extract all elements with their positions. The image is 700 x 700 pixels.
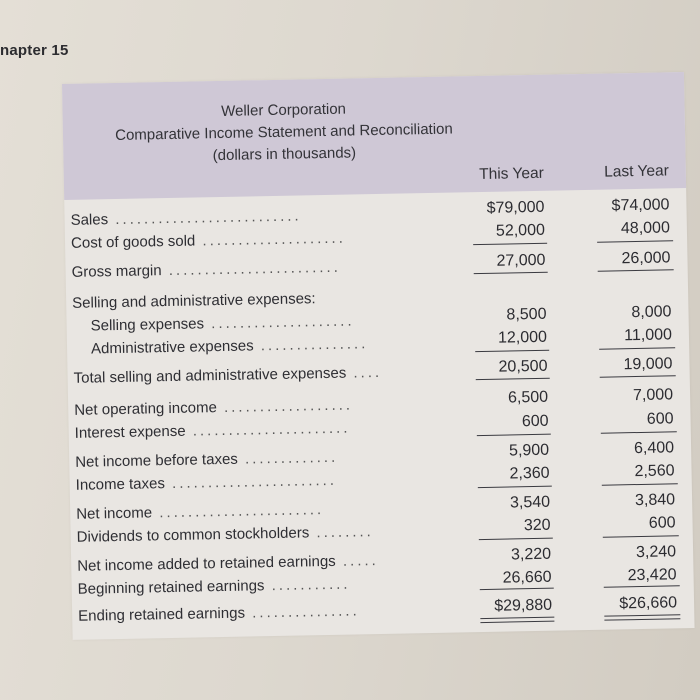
net-income-this-year: 3,540	[509, 493, 551, 512]
nibt-this-year: 5,900	[508, 441, 550, 460]
row-label-sales: Sales ..........................	[70, 207, 302, 229]
underline	[476, 378, 550, 380]
dividends-last-year: 600	[648, 514, 676, 532]
row-label-interest: Interest expense ......................	[74, 419, 351, 442]
total-sga-last-year: 19,000	[623, 355, 673, 374]
cogs-last-year: 48,000	[620, 219, 671, 238]
row-label-noi: Net operating income ..................	[74, 396, 354, 419]
ending-re-last-year: $26,660	[619, 594, 678, 613]
underline	[478, 486, 552, 488]
row-label-ni-added: Net income added to retained earnings .....	[77, 552, 379, 575]
beginning-re-this-year: 26,660	[502, 568, 552, 587]
row-label-selling: Selling expenses ....................	[90, 312, 355, 335]
taxes-last-year: 2,560	[634, 462, 675, 481]
row-label-dividends: Dividends to common stockholders ........	[76, 523, 374, 546]
double-underline	[480, 617, 554, 623]
double-underline	[604, 614, 680, 620]
company-name: Weller Corporation	[221, 100, 347, 120]
underline	[599, 347, 675, 349]
selling-last-year: 8,000	[631, 303, 672, 322]
underline	[597, 240, 673, 242]
underline	[600, 375, 676, 377]
row-label-taxes: Income taxes .......................	[75, 471, 338, 494]
admin-this-year: 12,000	[497, 328, 548, 347]
row-label-gross-margin: Gross margin ........................	[71, 258, 341, 281]
gross-margin-this-year: 27,000	[496, 251, 546, 270]
noi-last-year: 7,000	[632, 386, 674, 405]
col-last-year: Last Year	[603, 162, 669, 181]
statement-title: Comparative Income Statement and Reconciliation	[114, 120, 453, 144]
admin-last-year: 11,000	[624, 326, 673, 345]
underline	[477, 434, 551, 436]
income-statement-panel	[62, 72, 695, 640]
row-label-net-income: Net income .......................	[76, 501, 325, 523]
underline	[479, 538, 553, 540]
row-label-nibt: Net income before taxes .............	[75, 448, 339, 471]
total-sga-this-year: 20,500	[498, 357, 548, 376]
beginning-re-last-year: 23,420	[627, 566, 677, 585]
cogs-this-year: 52,000	[495, 221, 546, 240]
taxes-this-year: 2,360	[509, 464, 550, 483]
ending-re-this-year: $29,880	[494, 596, 553, 615]
statement-header	[62, 72, 686, 200]
underline	[473, 243, 547, 245]
noi-this-year: 6,500	[507, 388, 549, 407]
gross-margin-last-year: 26,000	[621, 249, 671, 268]
underline	[480, 588, 554, 590]
row-label-beginning-re: Beginning retained earnings ...........	[77, 575, 351, 598]
col-this-year: This Year	[479, 164, 544, 184]
row-label-ending-re: Ending retained earnings ...............	[78, 602, 360, 625]
underline	[602, 483, 678, 485]
row-label-total-sga: Total selling and administrative expenses ....	[73, 363, 383, 387]
underline	[603, 535, 679, 537]
underline	[604, 585, 680, 587]
statement-units: (dollars in thousands)	[212, 144, 357, 165]
interest-last-year: 600	[646, 410, 674, 428]
row-label-cogs: Cost of goods sold ....................	[70, 229, 346, 252]
underline	[601, 431, 677, 433]
sales-last-year: $74,000	[611, 196, 670, 215]
underline	[475, 350, 549, 352]
ni-added-this-year: 3,220	[510, 545, 552, 564]
chapter-heading: napter 15	[0, 42, 69, 59]
row-label-sga-heading: Selling and administrative expenses:	[72, 290, 316, 312]
ni-added-last-year: 3,240	[635, 543, 677, 562]
row-label-admin: Administrative expenses ...............	[90, 335, 369, 358]
dividends-this-year: 320	[523, 516, 551, 535]
selling-this-year: 8,500	[506, 305, 547, 324]
net-income-last-year: 3,840	[634, 491, 676, 510]
underline	[474, 272, 548, 274]
interest-this-year: 600	[521, 412, 549, 431]
sales-this-year: $79,000	[486, 198, 545, 217]
underline	[598, 269, 674, 271]
nibt-last-year: 6,400	[633, 439, 675, 458]
